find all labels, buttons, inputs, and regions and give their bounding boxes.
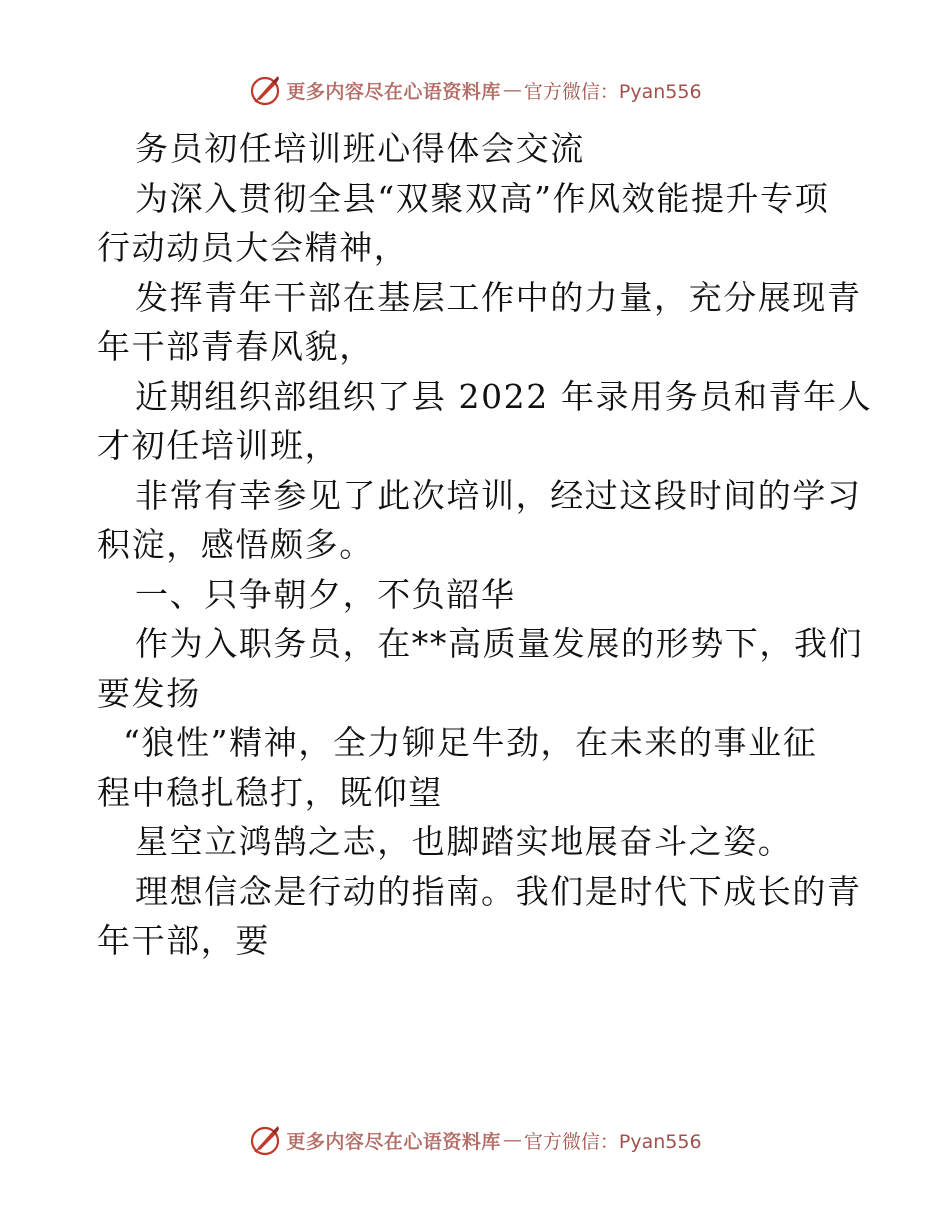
- header-banner: [0, 70, 950, 110]
- quill-pen-logo-icon: [248, 1123, 282, 1157]
- section-heading: 一、只争朝夕，不负韶华: [135, 574, 516, 614]
- paragraph-line: 星空立鸿鹄之志，也脚踏实地展奋斗之姿。: [135, 822, 793, 861]
- paragraph-line: 才初任培训班，: [97, 426, 340, 465]
- paragraph-line: 要发扬: [97, 673, 201, 713]
- quill-pen-logo-icon: [248, 73, 282, 107]
- banner-separator: —: [502, 79, 522, 101]
- paragraph-line: 程中稳扎稳打，既仰望: [97, 772, 443, 812]
- paragraph-line: 年干部，要: [97, 921, 270, 960]
- paragraph-line: 作为入职务员，在**高质量发展的形势下，我们: [135, 624, 864, 663]
- footer-banner: [0, 1120, 950, 1160]
- banner-wechat-text: 官方微信：Pyan556: [523, 1130, 702, 1153]
- paragraph-line: 发挥青年干部在基层工作中的力量，充分展现青: [135, 277, 862, 317]
- banner-brand-text: 更多内容尽在心语资料库: [286, 1130, 501, 1153]
- paragraph-line: 理想信念是行动的指南。我们是时代下成长的青: [135, 871, 862, 911]
- paragraph-line: 近期组织部组织了县 2022 年录用务员和青年人: [135, 376, 873, 416]
- paragraph-line: “狼性”精神，全力铆足牛劲，在未来的事业征: [123, 723, 818, 762]
- paragraph-line: 积淀，感悟颇多。: [97, 525, 374, 564]
- paragraph-line: 行动动员大会精神，: [97, 228, 409, 267]
- paragraph-line: 非常有幸参见了此次培训，经过这段时间的学习: [135, 475, 862, 515]
- banner-brand-text: 更多内容尽在心语资料库: [286, 80, 501, 103]
- paragraph-line: 年干部青春风貌，: [97, 327, 374, 366]
- document-body: [97, 124, 873, 966]
- doc-title: 务员初任培训班心得体会交流: [135, 129, 585, 168]
- paragraph-line: 为深入贯彻全县“双聚双高”作风效能提升专项: [135, 178, 830, 218]
- banner-wechat-text: 官方微信：Pyan556: [523, 80, 702, 103]
- banner-separator: —: [502, 1129, 522, 1151]
